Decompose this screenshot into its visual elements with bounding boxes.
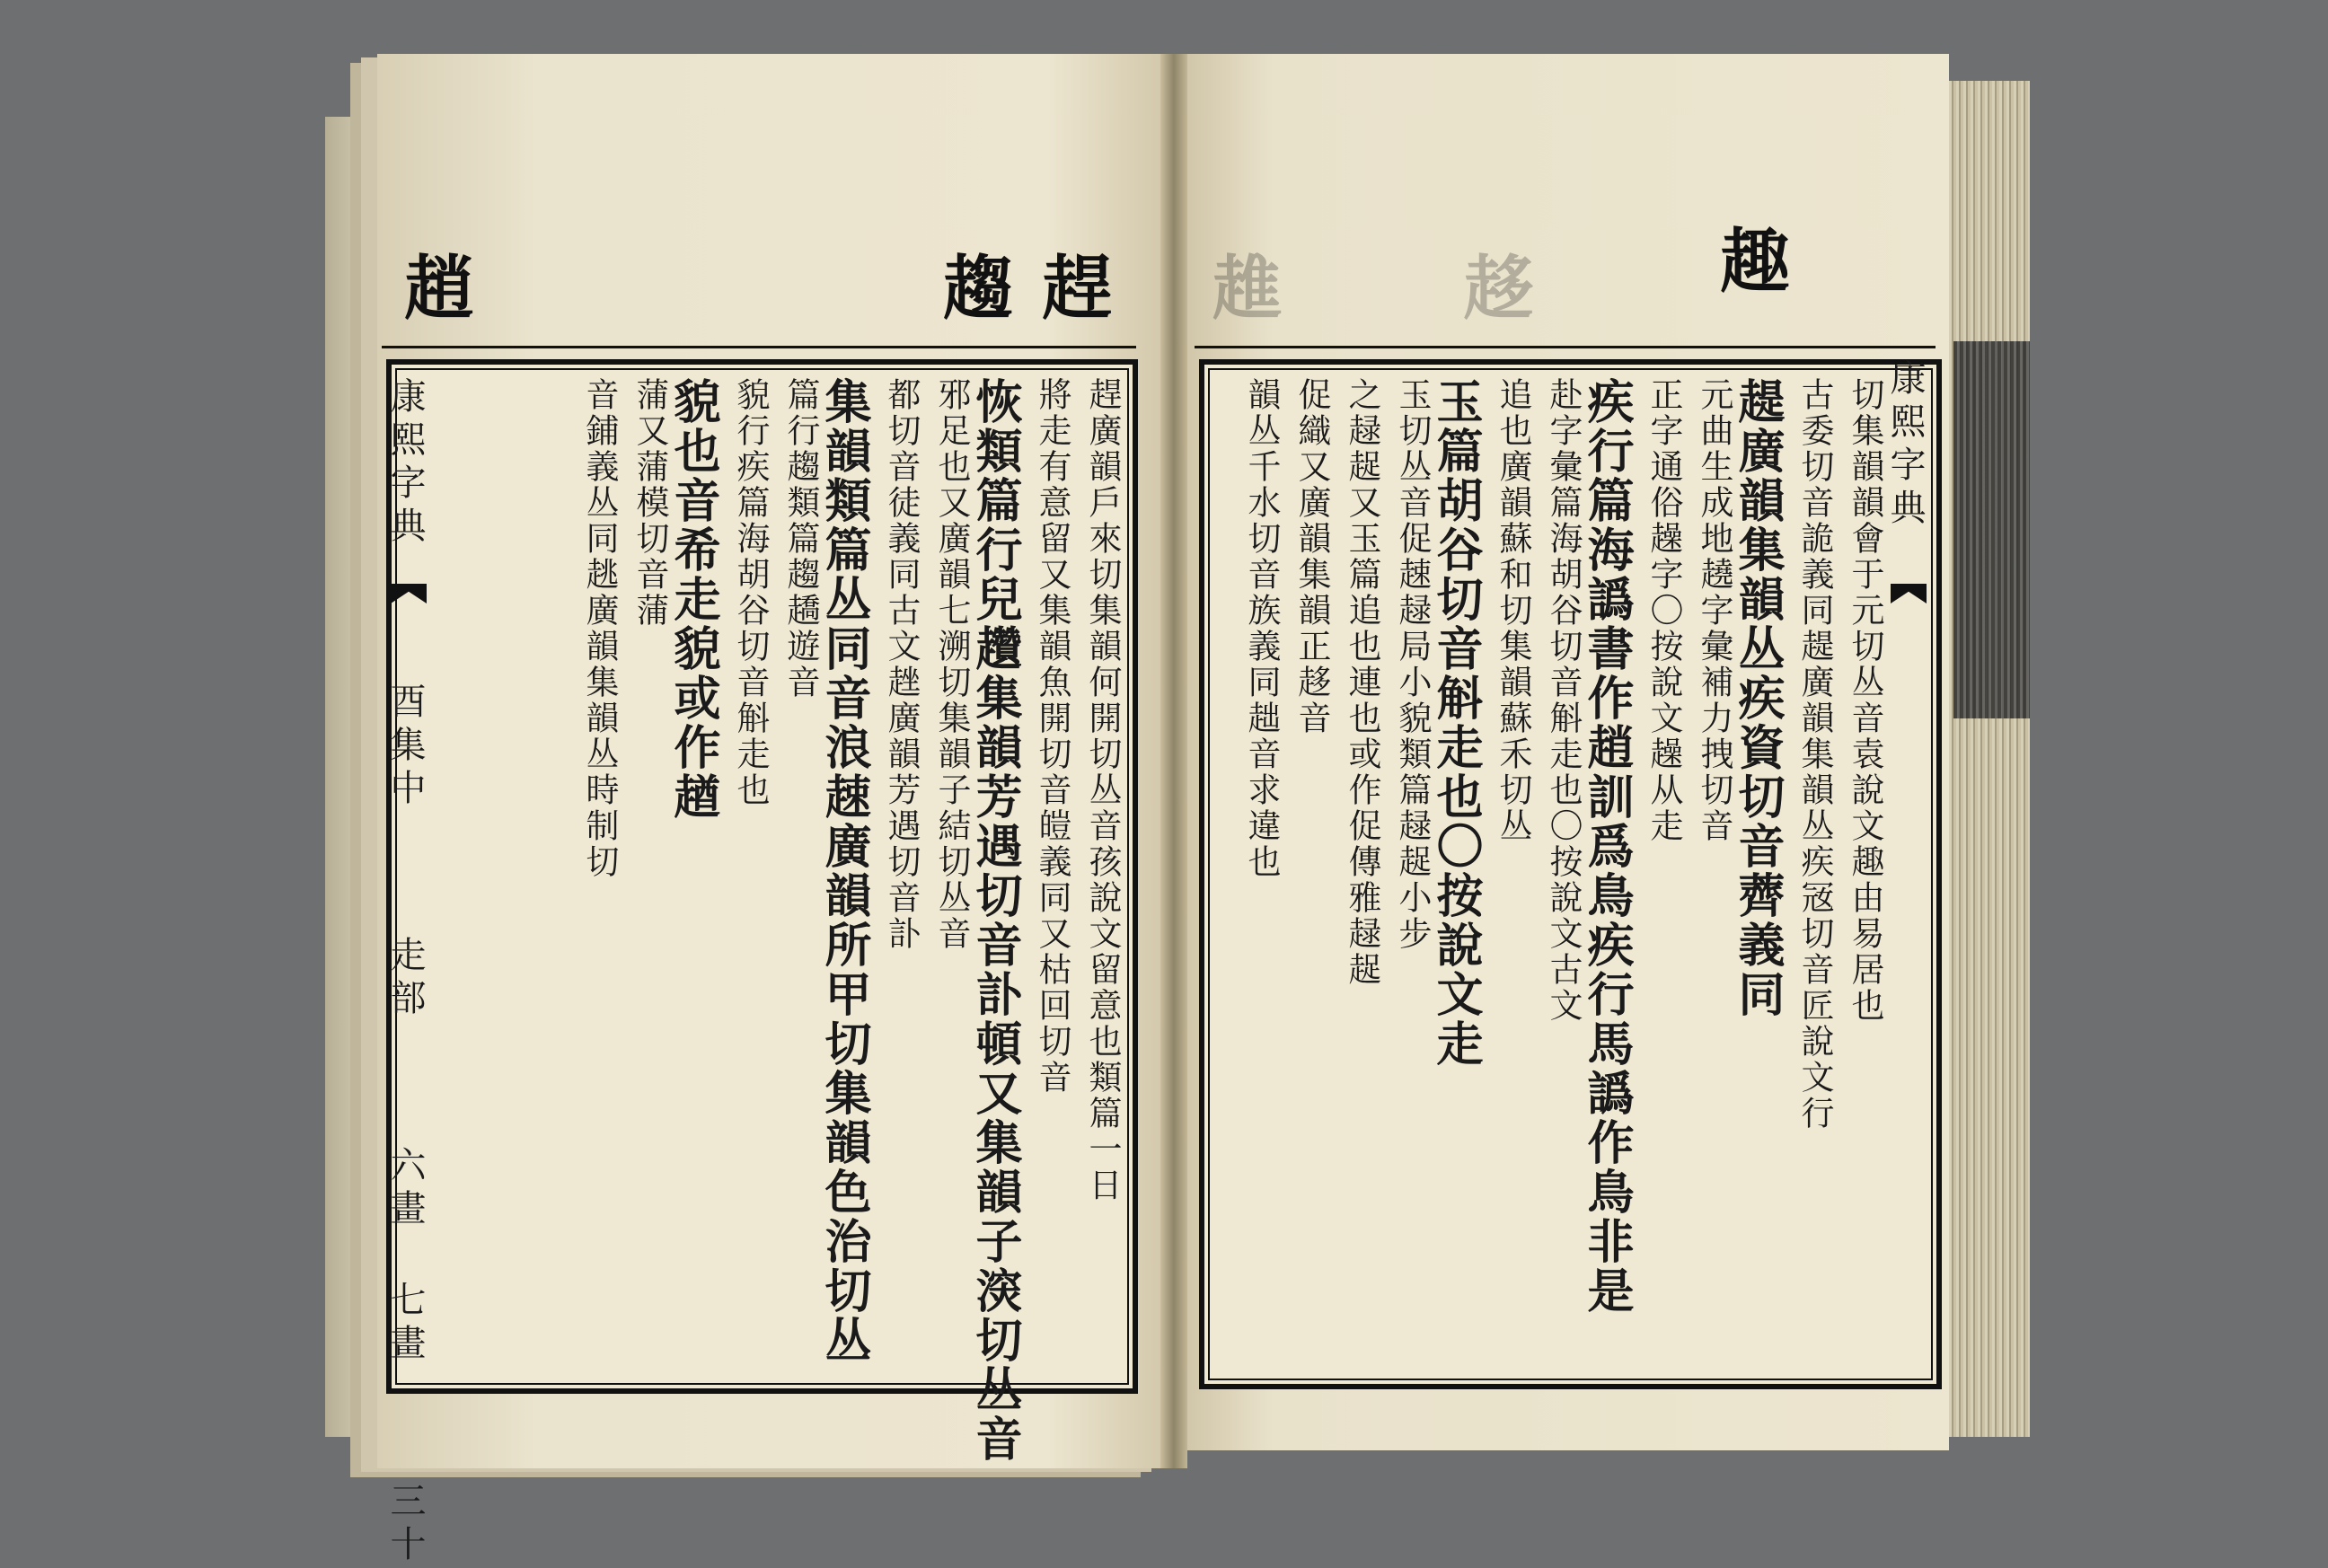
right-col-11: 之趢趗又玉篇追也連也或作促傳雅趢趗 <box>1343 377 1381 988</box>
right-header-char-1: 趣 <box>1720 221 1791 303</box>
left-col-1: 趕廣韻戶來切集韻何開切丛音孩說文留意也類篇一日 <box>1083 377 1122 1203</box>
left-page-header <box>382 211 1136 348</box>
left-col-7: 篇行趨類篇趨趫遊音 <box>781 377 820 700</box>
right-header-char-3: 趡 <box>1212 248 1283 330</box>
right-col-7: 赴字彙篇海胡谷切音斛走也〇按說文古文 <box>1544 377 1583 1024</box>
left-col-4: 邪足也又廣韻七溯切集韻子結切丛音 <box>932 377 971 952</box>
right-col-9: 玉篇胡谷切音斛走也〇按說文走 <box>1428 377 1483 1069</box>
right-col-5: 正字通俗趮字〇按說文趮从走 <box>1645 377 1683 844</box>
right-col-8: 追也廣韻蘇和切集韻蘇禾切丛 <box>1494 377 1532 844</box>
left-text-frame <box>386 359 1138 1464</box>
left-header-char-2: 趨 <box>943 248 1014 330</box>
right-col-4: 元曲生成地趬字彙補力拽切音 <box>1695 377 1733 844</box>
page-number: 三十 <box>384 1482 426 1568</box>
book-title: 康熙字典 <box>384 377 426 550</box>
right-col-3: 趧廣韻集韻丛疾資切音薺義同 <box>1730 377 1785 1019</box>
strokes-label: 六畫 七畫 <box>384 1146 426 1367</box>
right-text-frame <box>1199 359 1942 1389</box>
right-page-header <box>1195 211 1936 348</box>
left-col-9: 貌也音希走貌或作趥 <box>666 377 720 822</box>
left-page-stack <box>325 117 379 1437</box>
right-col-10: 玉切丛音促趚趢局小貌類篇趢趗小步 <box>1393 377 1432 952</box>
left-col-10: 蒲又蒲模切音蒲 <box>630 377 669 629</box>
radical-label: 走部 <box>384 936 426 1022</box>
left-header-char-3: 趙 <box>404 248 475 330</box>
left-header-char-1: 趕 <box>1042 248 1113 330</box>
left-col-11: 音鋪義丛同趒廣韻集韻丛時制切 <box>580 377 619 880</box>
right-text-columns <box>1217 377 1883 1371</box>
page-edges <box>1949 81 2030 1437</box>
right-header-char-2: 趍 <box>1464 248 1535 330</box>
left-col-6: 集韻類篇丛同音浪趚廣韻所甲切集韻色治切丛 <box>816 377 871 1365</box>
right-book-title: 康熙字典 <box>1884 359 1926 532</box>
page-edges-dark-section <box>1953 341 2030 718</box>
right-col-1: 切集韻韻會于元切丛音袁說文趣由易居也 <box>1846 377 1884 1024</box>
book-gutter <box>1160 54 1187 1468</box>
right-col-6: 疾行篇海譌書作趙訓爲鳥疾行馬譌作鳥非是 <box>1579 377 1634 1316</box>
left-col-2: 將走有意留又集韻魚開切音皚義同又枯回切音 <box>1033 377 1071 1096</box>
left-text-columns <box>445 377 1122 1464</box>
right-col-12: 促織又廣韻集韻正趍音 <box>1292 377 1331 736</box>
left-col-3: 恢類篇行兒趲集韻芳遇切音訃頓又集韻子㴱切丛音 <box>967 377 1022 1464</box>
left-col-8: 貌行疾篇海胡谷切音斛走也 <box>731 377 770 808</box>
left-col-5: 都切音徒義同古文趖廣韻芳遇切音訃 <box>882 377 921 952</box>
right-col-2: 古委切音詭義同趧廣韻集韻丛疾㓂切音匠說文行 <box>1795 377 1834 1132</box>
right-col-13: 韻丛千水切音族義同趉音求違也 <box>1242 377 1281 880</box>
left-margin-column <box>384 377 431 1568</box>
section-label: 酉集中 <box>384 683 426 812</box>
